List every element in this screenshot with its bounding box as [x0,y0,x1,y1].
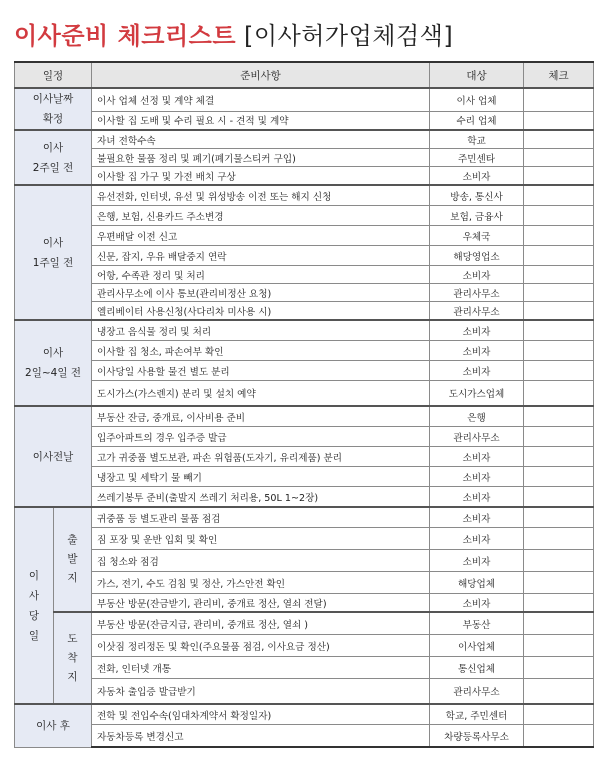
table-row [15,679,594,705]
prep-item: 가스, 전기, 수도 검침 및 정산, 가스안전 확인 [92,572,430,594]
target-cell: 소비자 [430,320,524,341]
check-cell[interactable] [524,206,594,226]
prep-item: 자동차 출입증 발급받기 [92,679,430,705]
check-cell[interactable] [524,226,594,246]
check-cell[interactable] [524,406,594,427]
target-cell: 관리사무소 [430,679,524,705]
title-search-link[interactable]: [이사허가업체검색] [244,22,454,50]
table-row [15,266,594,284]
date-cell: 이사 후 [15,704,92,747]
prep-item: 짐 포장 및 운반 입회 및 확인 [92,528,430,550]
table-row [15,226,594,246]
arrival-cell: 도 착 지 [54,612,92,704]
prep-item: 부동산 방문(잔금받기, 관리비, 중개료 정산, 열쇠 전달) [92,594,430,613]
check-cell[interactable] [524,130,594,149]
table-row [15,206,594,226]
target-cell: 수리 업체 [430,111,524,130]
prep-item: 이사 업체 선정 및 계약 체결 [92,88,430,111]
table-row [15,507,594,528]
table-row [15,246,594,266]
prep-item: 부동산 잔금, 중개료, 이사비용 준비 [92,406,430,427]
date-cell: 이사전날 [15,406,92,507]
prep-item: 냉장고 음식물 정리 및 처리 [92,320,430,341]
prep-item: 우편배달 이전 신고 [92,226,430,246]
target-cell: 은행 [430,406,524,427]
prep-item: 이사할 집 청소, 파손여부 확인 [92,341,430,361]
table-row [15,167,594,186]
target-cell: 소비자 [430,467,524,487]
target-cell: 소비자 [430,361,524,381]
target-cell: 주민센타 [430,149,524,167]
check-cell[interactable] [524,341,594,361]
target-cell: 소비자 [430,447,524,467]
header-row [15,62,594,88]
target-cell: 차량등록사무소 [430,725,524,748]
prep-item: 이사당일 사용할 물건 별도 분리 [92,361,430,381]
checklist-table [14,61,594,748]
prep-item: 부동산 방문(잔금지급, 관리비, 중개료 정산, 열쇠 ) [92,612,430,635]
target-cell: 소비자 [430,167,524,186]
table-row [15,88,594,111]
target-cell: 학교 [430,130,524,149]
table-row [15,550,594,572]
check-cell[interactable] [524,528,594,550]
date-cell: 이사 1주일 전 [15,185,92,320]
check-cell[interactable] [524,246,594,266]
date-cell: 이사 2주일 전 [15,130,92,185]
table-row [15,657,594,679]
prep-item: 집 청소와 점검 [92,550,430,572]
prep-item: 입주아파트의 경우 입주증 발급 [92,427,430,447]
target-cell: 관리사무소 [430,284,524,302]
target-cell: 소비자 [430,487,524,508]
target-cell: 소비자 [430,528,524,550]
page-title [14,16,453,52]
table-row [15,594,594,613]
target-cell: 도시가스업체 [430,381,524,407]
date-cell: 이사날짜 확정 [15,88,92,130]
prep-item: 어항, 수족관 정리 및 처리 [92,266,430,284]
table-row [15,725,594,748]
table-row [15,284,594,302]
prep-item: 쓰레기봉투 준비(출발지 쓰레기 처리용, 50L 1~2장) [92,487,430,508]
check-cell[interactable] [524,507,594,528]
table-row [15,487,594,508]
target-cell: 해당영업소 [430,246,524,266]
check-cell[interactable] [524,88,594,111]
prep-item: 불필요한 물품 정리 및 폐기(폐기물스티커 구입) [92,149,430,167]
table-row [15,320,594,341]
target-cell: 관리사무소 [430,302,524,321]
prep-item: 자동차등록 변경신고 [92,725,430,748]
check-cell[interactable] [524,725,594,748]
check-cell[interactable] [524,657,594,679]
table-row [15,406,594,427]
target-cell: 이사 업체 [430,88,524,111]
date-cell-moving-day: 이 사 당 일 [15,507,54,704]
check-cell[interactable] [524,167,594,186]
check-cell[interactable] [524,320,594,341]
check-cell[interactable] [524,185,594,206]
check-cell[interactable] [524,381,594,407]
target-cell: 관리사무소 [430,427,524,447]
table-row [15,185,594,206]
target-cell: 해당업체 [430,572,524,594]
table-row [15,427,594,447]
prep-item: 자녀 전학수속 [92,130,430,149]
prep-item: 유선전화, 인터넷, 유선 및 위성방송 이전 또는 해지 신청 [92,185,430,206]
target-cell: 소비자 [430,507,524,528]
prep-item: 신문, 잡지, 우유 배달중지 연락 [92,246,430,266]
date-cell: 이사 2일~4일 전 [15,320,92,406]
prep-item: 이삿짐 정리정돈 및 확인(주요물품 점검, 이사요금 정산) [92,635,430,657]
table-row [15,704,594,725]
header-check: 체크 [524,62,594,88]
target-cell: 소비자 [430,550,524,572]
table-row [15,149,594,167]
table-row [15,130,594,149]
table-row [15,361,594,381]
table-row [15,302,594,321]
check-cell[interactable] [524,284,594,302]
table-row [15,528,594,550]
header-target: 대상 [430,62,524,88]
table-row [15,635,594,657]
table-row [15,381,594,407]
check-cell[interactable] [524,447,594,467]
table-row [15,447,594,467]
target-cell: 소비자 [430,341,524,361]
prep-item: 전화, 인터넷 개통 [92,657,430,679]
check-cell[interactable] [524,111,594,130]
check-cell[interactable] [524,302,594,321]
title-main: 이사준비 체크리스트 [14,22,237,50]
table-row [15,111,594,130]
target-cell: 통신업체 [430,657,524,679]
prep-item: 고가 귀중품 별도보관, 파손 위험품(도자기, 유리제품) 분리 [92,447,430,467]
check-cell[interactable] [524,487,594,508]
departure-cell: 출 발 지 [54,507,92,612]
check-cell[interactable] [524,635,594,657]
prep-item: 귀중품 등 별도관리 물품 점검 [92,507,430,528]
target-cell: 우체국 [430,226,524,246]
table-row [15,612,594,635]
check-cell[interactable] [524,679,594,705]
check-cell[interactable] [524,427,594,447]
check-cell[interactable] [524,467,594,487]
prep-item: 냉장고 및 세탁기 물 빼기 [92,467,430,487]
prep-item: 관리사무소에 이사 통보(관리비정산 요청) [92,284,430,302]
check-cell[interactable] [524,612,594,635]
table-row [15,572,594,594]
prep-item: 도시가스(가스렌지) 분리 및 설치 예약 [92,381,430,407]
target-cell: 학교, 주민센터 [430,704,524,725]
check-cell[interactable] [524,550,594,572]
check-cell[interactable] [524,572,594,594]
check-cell[interactable] [524,594,594,613]
check-cell[interactable] [524,361,594,381]
target-cell: 이사업체 [430,635,524,657]
prep-item: 이사할 집 가구 및 가전 배치 구상 [92,167,430,186]
prep-item: 전학 및 전입수속(임대차계약서 확정일자) [92,704,430,725]
check-cell[interactable] [524,266,594,284]
table-row [15,341,594,361]
prep-item: 은행, 보험, 신용카드 주소변경 [92,206,430,226]
header-prep: 준비사항 [92,62,430,88]
check-cell[interactable] [524,704,594,725]
header-date: 일정 [15,62,92,88]
target-cell: 보험, 금융사 [430,206,524,226]
prep-item: 이사할 집 도배 및 수리 필요 시 - 견적 및 계약 [92,111,430,130]
target-cell: 소비자 [430,594,524,613]
check-cell[interactable] [524,149,594,167]
target-cell: 부동산 [430,612,524,635]
target-cell: 소비자 [430,266,524,284]
table-row [15,467,594,487]
prep-item: 엘리베이터 사용신청(사다리차 미사용 시) [92,302,430,321]
target-cell: 방송, 통신사 [430,185,524,206]
